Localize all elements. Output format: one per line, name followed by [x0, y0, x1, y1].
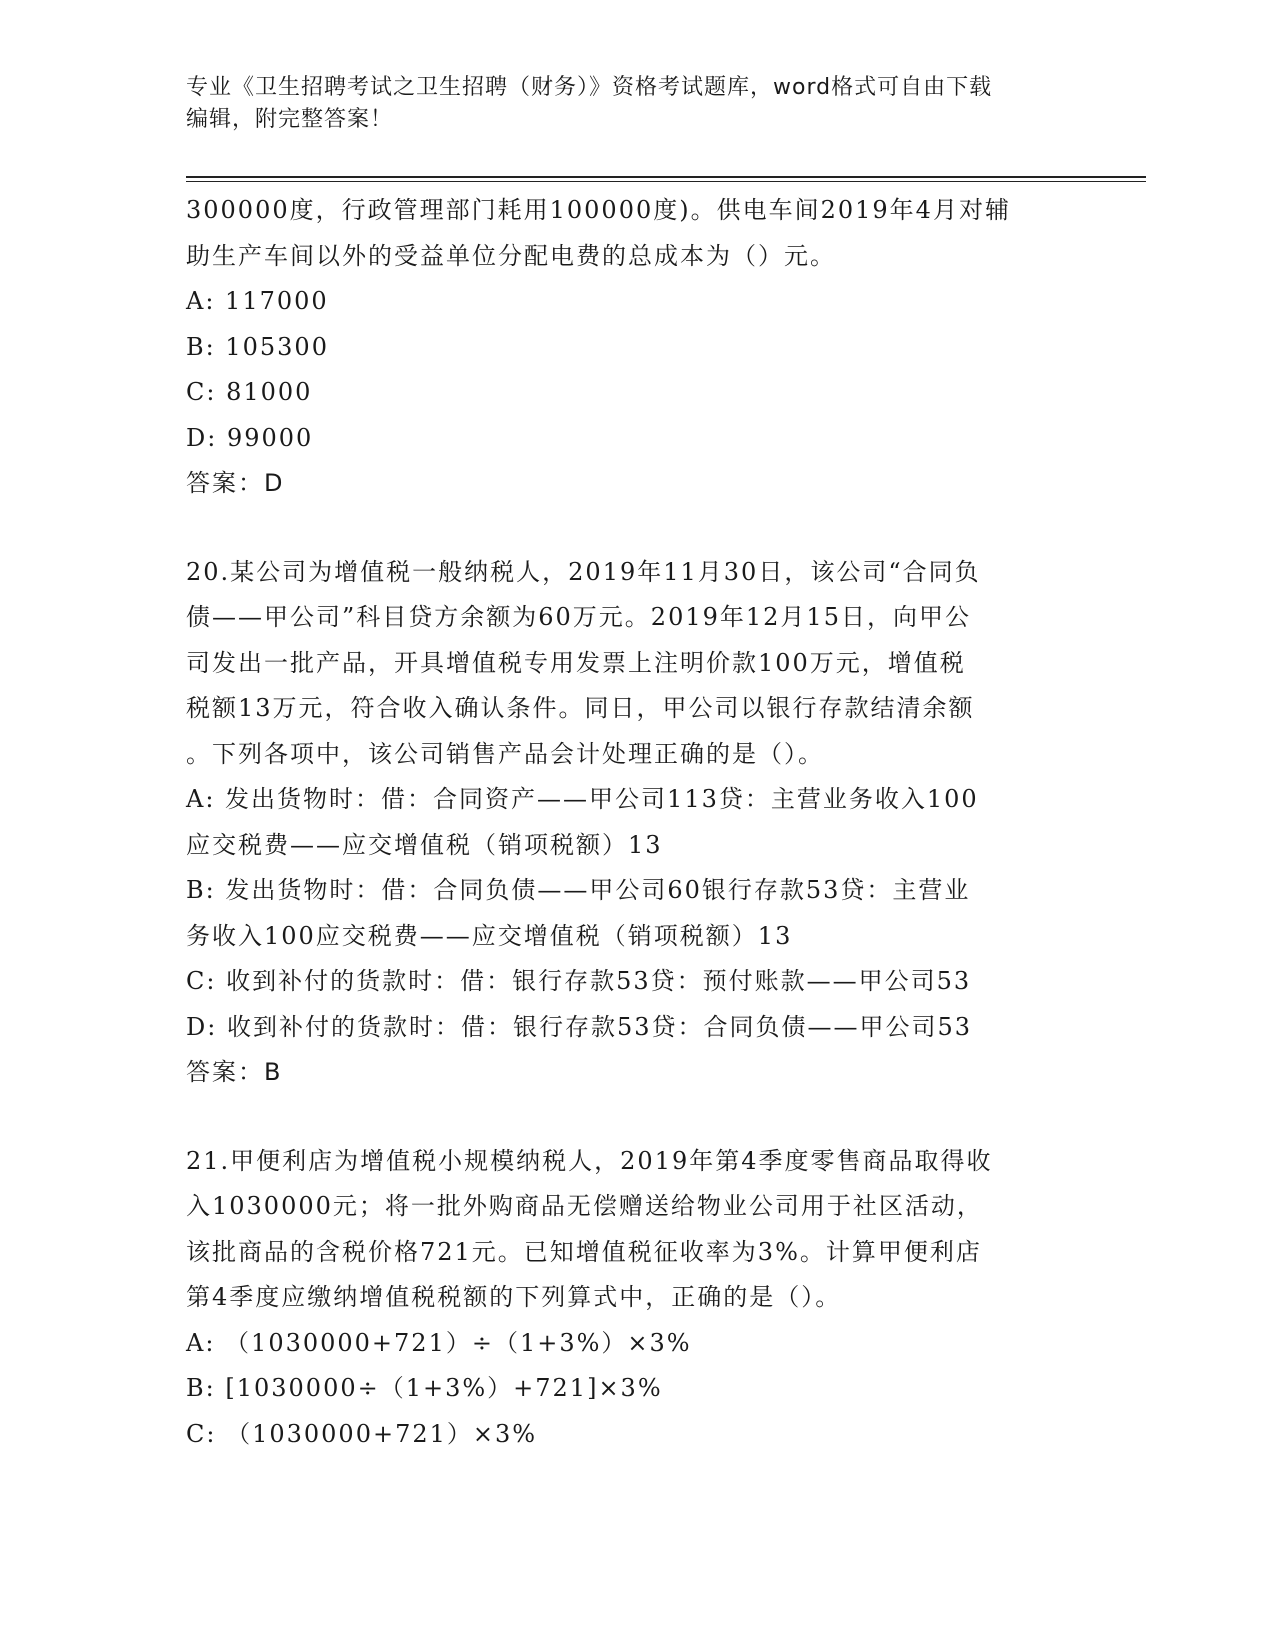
- question-20-answer: 答案：B: [186, 1058, 283, 1086]
- question-20-option-c: C: 收到补付的货款时：借：银行存款53贷：预付账款——甲公司53: [186, 967, 972, 995]
- question-19-text-line-1: 300000度，行政管理部门耗用100000度)。供电车间2019年4月对辅: [186, 196, 1011, 224]
- question-20-text-line-2: 债——甲公司”科目贷方余额为60万元。2019年12月15日，向甲公: [186, 603, 971, 631]
- question-21-option-c: C: （1030000+721）×3%: [186, 1419, 538, 1448]
- question-19: [186, 188, 1086, 507]
- question-20: [186, 550, 1086, 1096]
- header-divider-thin: [186, 181, 1146, 182]
- spacer: [186, 507, 1086, 550]
- question-19-option-b: B: 105300: [186, 332, 329, 361]
- question-21-text-line-1: 21.甲便利店为增值税小规模纳税人，2019年第4季度零售商品取得收: [186, 1146, 993, 1175]
- header-title-line-1: 专业《卫生招聘考试之卫生招聘（财务）》资格考试题库，word格式可自由下载: [186, 75, 993, 100]
- question-21-text-line-2: 入1030000元；将一批外购商品无偿赠送给物业公司用于社区活动，: [186, 1192, 983, 1220]
- spacer: [186, 1096, 1086, 1139]
- question-20-text-line-3: 司发出一批产品，开具增值税专用发票上注明价款100万元，增值税: [186, 648, 966, 677]
- question-19-option-a: A: 117000: [186, 287, 329, 315]
- question-21-option-b: B: [1030000÷（1+3%）+721]×3%: [186, 1374, 663, 1402]
- question-20-text-line-5: 。下列各项中，该公司销售产品会计处理正确的是（）。: [186, 739, 824, 768]
- question-20-option-b-line-2: 务收入100应交税费——应交增值税（销项税额）13: [186, 921, 793, 950]
- question-19-option-c: C: 81000: [186, 378, 313, 406]
- question-20-text-line-4: 税额13万元，符合收入确认条件。同日，甲公司以银行存款结清余额: [186, 694, 975, 722]
- question-19-answer: 答案：D: [186, 469, 285, 497]
- question-19-option-d: D: 99000: [186, 423, 314, 452]
- question-21: [186, 1139, 1086, 1458]
- document-body: [186, 188, 1086, 1457]
- question-20-text-line-1: 20.某公司为增值税一般纳税人，2019年11月30日，该公司“合同负: [186, 557, 981, 586]
- question-20-option-b-line-1: B: 发出货物时：借：合同负债——甲公司60银行存款53贷：主营业: [186, 876, 971, 904]
- question-20-option-a-line-1: A: 发出货物时：借：合同资产——甲公司113贷：主营业务收入100: [186, 785, 979, 813]
- question-21-text-line-3: 该批商品的含税价格721元。已知增值税征收率为3%。计算甲便利店: [186, 1237, 982, 1266]
- header-title-line-2: 编辑，附完整答案！: [186, 107, 394, 132]
- question-20-option-d: D: 收到补付的货款时：借：银行存款53贷：合同负债——甲公司53: [186, 1012, 973, 1041]
- document-header: [186, 72, 1086, 136]
- question-20-option-a-line-2: 应交税费——应交增值税（销项税额）13: [186, 830, 663, 859]
- question-21-text-line-4: 第4季度应缴纳增值税税额的下列算式中，正确的是（）。: [186, 1283, 842, 1311]
- question-21-option-a: A: （1030000+721）÷（1+3%）×3%: [186, 1328, 692, 1357]
- question-19-text-line-2: 助生产车间以外的受益单位分配电费的总成本为（）元。: [186, 241, 836, 270]
- header-divider-thick: [186, 176, 1146, 178]
